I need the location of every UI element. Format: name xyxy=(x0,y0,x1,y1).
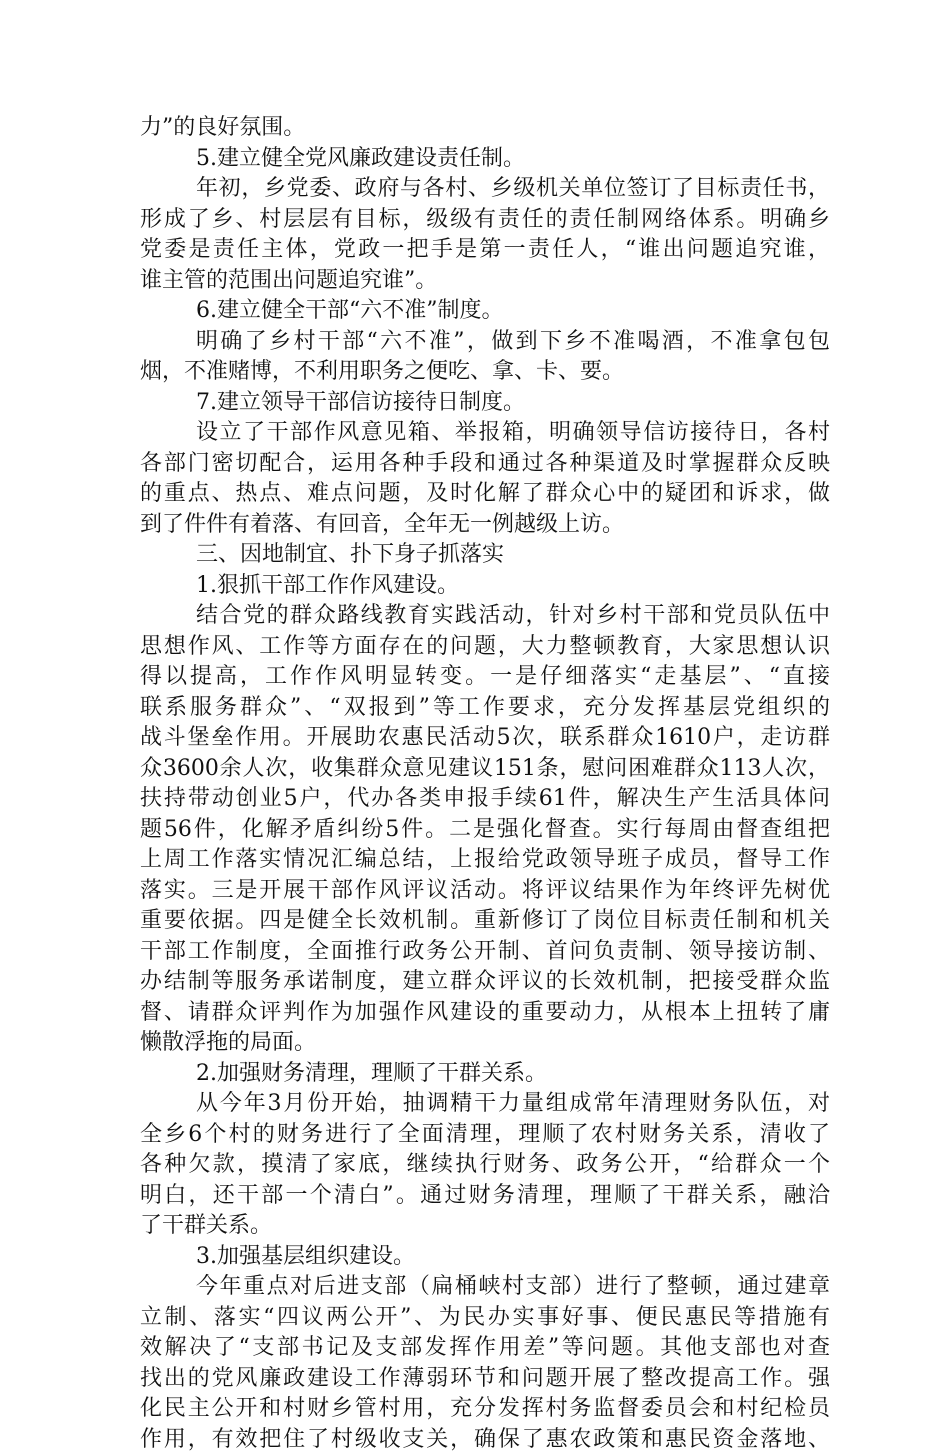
section-heading: 1.狠抓干部工作作风建设。 xyxy=(140,571,830,602)
paragraph-line: 的重点、热点、难点问题，及时化解了群众心中的疑团和诉求，做 xyxy=(140,479,830,510)
section-heading: 2.加强财务清理，理顺了干群关系。 xyxy=(140,1059,830,1090)
paragraph-line: 各种欠款，摸清了家底，继续执行财务、政务公开，“给群众一个 xyxy=(140,1150,830,1181)
paragraph-line: 明白，还干部一个清白”。通过财务清理，理顺了干群关系，融洽 xyxy=(140,1181,830,1212)
paragraph-line: 到了件件有着落、有回音，全年无一例越级上访。 xyxy=(140,510,830,541)
paragraph-line: 落实。三是开展干部作风评议活动。将评议结果作为年终评先树优 xyxy=(140,876,830,907)
paragraph-line: 题56件，化解矛盾纠纷5件。二是强化督查。实行每周由督查组把 xyxy=(140,815,830,846)
section-heading: 6.建立健全干部“六不准”制度。 xyxy=(140,296,830,327)
paragraph-line: 结合党的群众路线教育实践活动，针对乡村干部和党员队伍中 xyxy=(140,601,830,632)
body-text xyxy=(140,113,830,1455)
paragraph-line: 谁主管的范围出问题追究谁”。 xyxy=(140,266,830,297)
section-heading: 3.加强基层组织建设。 xyxy=(140,1242,830,1273)
paragraph-line: 明确了乡村干部“六不准”，做到下乡不准喝酒，不准拿包包 xyxy=(140,327,830,358)
paragraph-line: 督、请群众评判作为加强作风建设的重要动力，从根本上扭转了庸 xyxy=(140,998,830,1029)
paragraph-line: 了干群关系。 xyxy=(140,1211,830,1242)
paragraph-line: 众3600余人次，收集群众意见建议151条，慰问困难群众113人次， xyxy=(140,754,830,785)
paragraph-line: 从今年3月份开始，抽调精干力量组成常年清理财务队伍，对 xyxy=(140,1089,830,1120)
paragraph-line: 设立了干部作风意见箱、举报箱，明确领导信访接待日，各村 xyxy=(140,418,830,449)
paragraph-line: 全乡6个村的财务进行了全面清理，理顺了农村财务关系，清收了 xyxy=(140,1120,830,1151)
paragraph-line: 作用，有效把住了村级收支关，确保了惠农政策和惠民资金落地、 xyxy=(140,1425,830,1455)
section-heading: 5.建立健全党风廉政建设责任制。 xyxy=(140,144,830,175)
paragraph-line: 化民主公开和村财乡管村用，充分发挥村务监督委员会和村纪检员 xyxy=(140,1394,830,1425)
paragraph-line: 今年重点对后进支部（扁桶峡村支部）进行了整顿，通过建章 xyxy=(140,1272,830,1303)
paragraph-line: 各部门密切配合，运用各种手段和通过各种渠道及时掌握群众反映 xyxy=(140,449,830,480)
paragraph-line: 思想作风、工作等方面存在的问题，大力整顿教育，大家思想认识 xyxy=(140,632,830,663)
paragraph-line: 战斗堡垒作用。开展助农惠民活动5次，联系群众1610户，走访群 xyxy=(140,723,830,754)
paragraph-line: 找出的党风廉政建设工作薄弱环节和问题开展了整改提高工作。强 xyxy=(140,1364,830,1395)
paragraph-line: 力”的良好氛围。 xyxy=(140,113,830,144)
paragraph-line: 烟，不准赌博，不利用职务之便吃、拿、卡、要。 xyxy=(140,357,830,388)
paragraph-line: 扶持带动创业5户，代办各类申报手续61件，解决生产生活具体问 xyxy=(140,784,830,815)
paragraph-line: 懒散浮拖的局面。 xyxy=(140,1028,830,1059)
paragraph-line: 重要依据。四是健全长效机制。重新修订了岗位目标责任制和机关 xyxy=(140,906,830,937)
paragraph-line: 上周工作落实情况汇编总结，上报给党政领导班子成员，督导工作 xyxy=(140,845,830,876)
paragraph-line: 办结制等服务承诺制度，建立群众评议的长效机制，把接受群众监 xyxy=(140,967,830,998)
section-heading: 7.建立领导干部信访接待日制度。 xyxy=(140,388,830,419)
paragraph-line: 干部工作制度，全面推行政务公开制、首问负责制、领导接访制、 xyxy=(140,937,830,968)
paragraph-line: 得以提高，工作作风明显转变。一是仔细落实“走基层”、“直接 xyxy=(140,662,830,693)
paragraph-line: 立制、落实“四议两公开”、为民办实事好事、便民惠民等措施有 xyxy=(140,1303,830,1334)
paragraph-line: 年初，乡党委、政府与各村、乡级机关单位签订了目标责任书， xyxy=(140,174,830,205)
paragraph-line: 党委是责任主体，党政一把手是第一责任人，“谁出问题追究谁， xyxy=(140,235,830,266)
section-heading: 三、因地制宜、扑下身子抓落实 xyxy=(140,540,830,571)
paragraph-line: 效解决了“支部书记及支部发挥作用差”等问题。其他支部也对查 xyxy=(140,1333,830,1364)
paragraph-line: 形成了乡、村层层有目标，级级有责任的责任制网络体系。明确乡 xyxy=(140,205,830,236)
paragraph-line: 联系服务群众”、“双报到”等工作要求，充分发挥基层党组织的 xyxy=(140,693,830,724)
